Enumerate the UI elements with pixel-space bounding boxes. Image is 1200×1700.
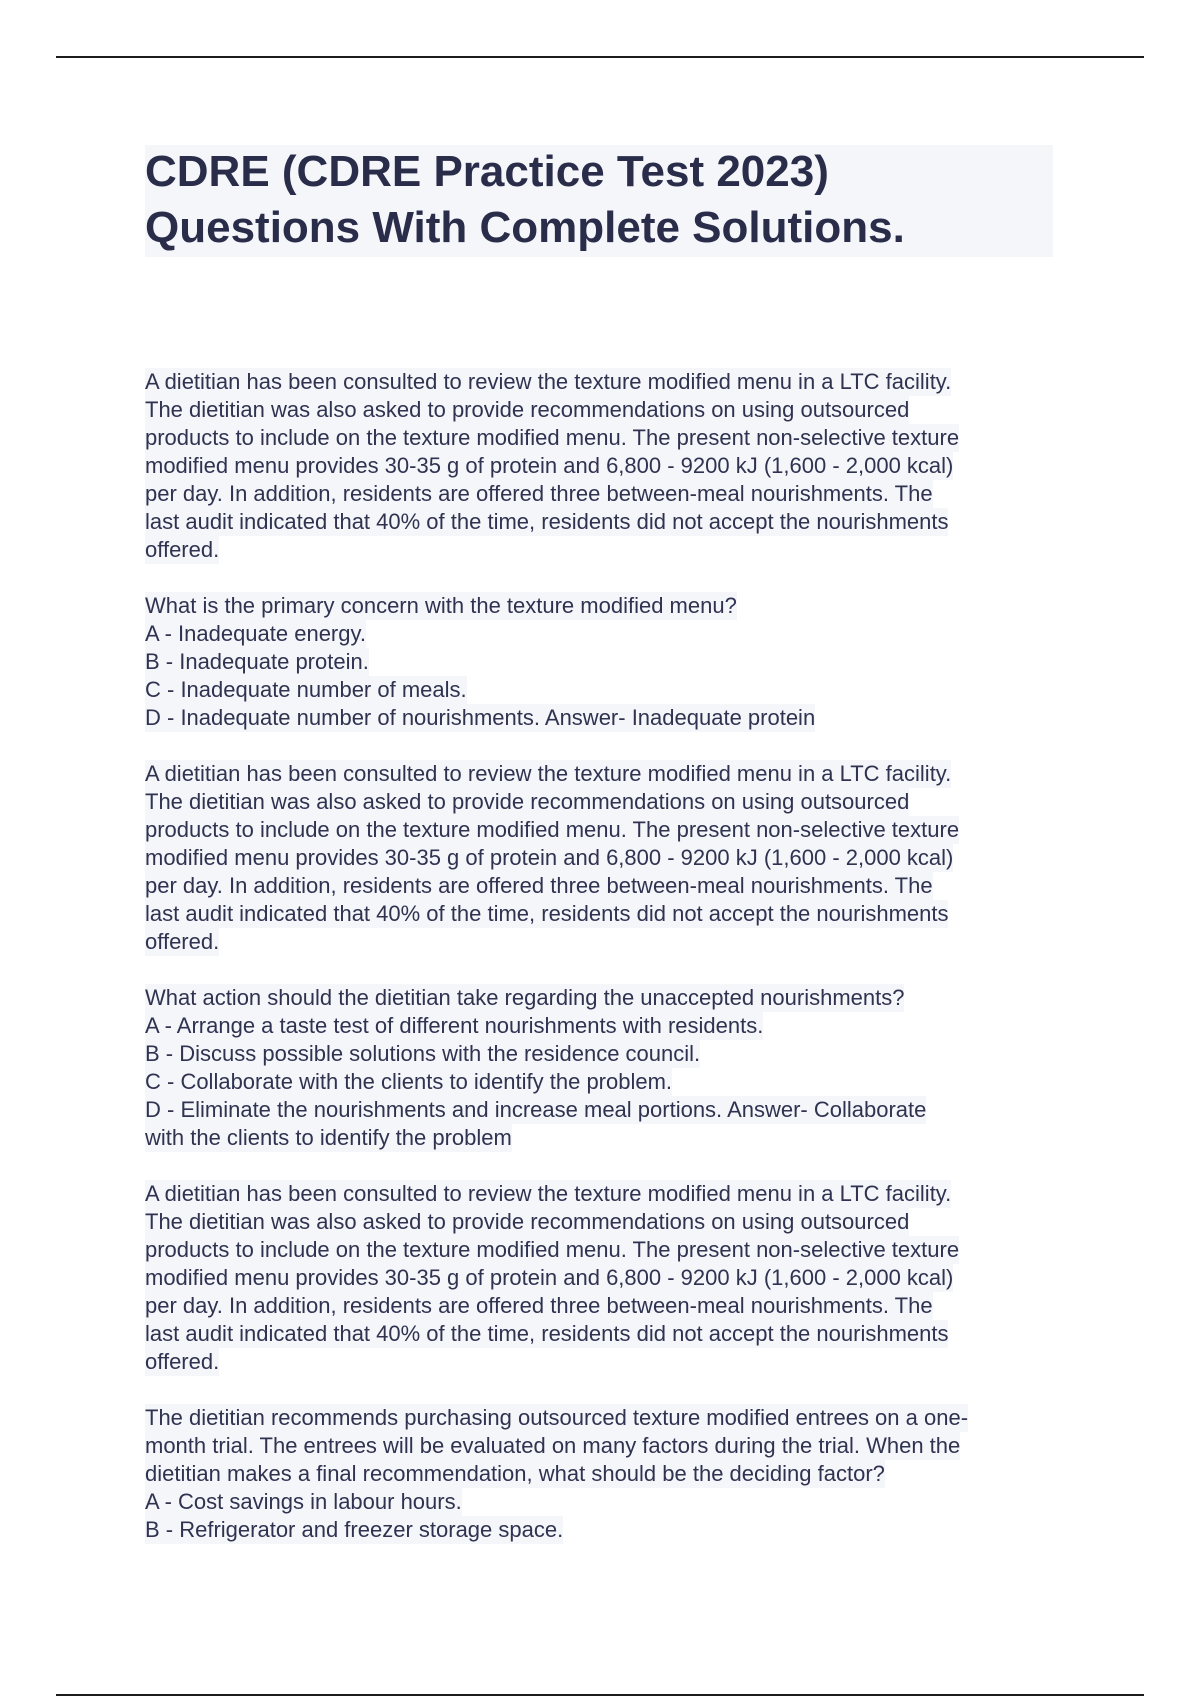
text-line: products to include on the texture modified menu. The present non-selective texture [145, 425, 960, 450]
text-line: A dietitian has been consulted to review the texture modified menu in a LTC facility. [145, 761, 952, 786]
text-line: C - Inadequate number of meals. [145, 677, 467, 702]
text-line: per day. In addition, residents are offered three between-meal nourishments. The [145, 873, 933, 898]
text-line: A - Cost savings in labour hours. [145, 1489, 462, 1514]
scenario-paragraph-3 [145, 1180, 1105, 1376]
text-line: What is the primary concern with the texture modified menu? [145, 593, 737, 618]
question-3-block [145, 1404, 1105, 1544]
text-line: B - Refrigerator and freezer storage space. [145, 1517, 564, 1542]
text-line: What action should the dietitian take regarding the unaccepted nourishments? [145, 985, 905, 1010]
text-line: A - Arrange a taste test of different nourishments with residents. [145, 1013, 764, 1038]
question-2-block [145, 984, 1105, 1152]
text-line: products to include on the texture modified menu. The present non-selective texture [145, 1237, 960, 1262]
text-line: A dietitian has been consulted to review the texture modified menu in a LTC facility. [145, 369, 952, 394]
text-line: modified menu provides 30-35 g of protein and 6,800 - 9200 kJ (1,600 - 2,000 kcal) [145, 845, 954, 870]
top-divider [56, 56, 1144, 58]
text-line: A - Inadequate energy. [145, 621, 366, 646]
text-line: month trial. The entrees will be evaluated on many factors during the trial. When the [145, 1433, 961, 1458]
text-line: The dietitian recommends purchasing outsourced texture modified entrees on a one- [145, 1405, 969, 1430]
text-line: last audit indicated that 40% of the time, residents did not accept the nourishments [145, 901, 949, 926]
bottom-divider [56, 1694, 1144, 1696]
question-1-block [145, 592, 1105, 732]
scenario-paragraph-2 [145, 760, 1105, 956]
text-line: modified menu provides 30-35 g of protein and 6,800 - 9200 kJ (1,600 - 2,000 kcal) [145, 1265, 954, 1290]
text-line: per day. In addition, residents are offered three between-meal nourishments. The [145, 481, 933, 506]
document-body [145, 368, 1105, 1572]
text-line: The dietitian was also asked to provide recommendations on using outsourced [145, 397, 910, 422]
text-line: B - Inadequate protein. [145, 649, 369, 674]
text-line: with the clients to identify the problem [145, 1125, 512, 1150]
title-line-2: Questions With Complete Solutions. [145, 203, 905, 252]
text-line: modified menu provides 30-35 g of protein and 6,800 - 9200 kJ (1,600 - 2,000 kcal) [145, 453, 954, 478]
text-line: A dietitian has been consulted to review the texture modified menu in a LTC facility. [145, 1181, 952, 1206]
scenario-paragraph-1 [145, 368, 1105, 564]
title-line-1: CDRE (CDRE Practice Test 2023) [145, 147, 829, 196]
text-line: offered. [145, 537, 220, 562]
text-line: products to include on the texture modified menu. The present non-selective texture [145, 817, 960, 842]
page-title [145, 145, 1053, 257]
text-line: B - Discuss possible solutions with the residence council. [145, 1041, 701, 1066]
text-line: last audit indicated that 40% of the time, residents did not accept the nourishments [145, 1321, 949, 1346]
text-line: D - Inadequate number of nourishments. Answer- Inadequate protein [145, 705, 816, 730]
text-line: dietitian makes a final recommendation, what should be the deciding factor? [145, 1461, 885, 1486]
text-line: The dietitian was also asked to provide recommendations on using outsourced [145, 1209, 910, 1234]
text-line: last audit indicated that 40% of the time, residents did not accept the nourishments [145, 509, 949, 534]
text-line: C - Collaborate with the clients to identify the problem. [145, 1069, 673, 1094]
text-line: offered. [145, 929, 220, 954]
text-line: offered. [145, 1349, 220, 1374]
text-line: The dietitian was also asked to provide recommendations on using outsourced [145, 789, 910, 814]
text-line: D - Eliminate the nourishments and increase meal portions. Answer- Collaborate [145, 1097, 927, 1122]
text-line: per day. In addition, residents are offered three between-meal nourishments. The [145, 1293, 933, 1318]
